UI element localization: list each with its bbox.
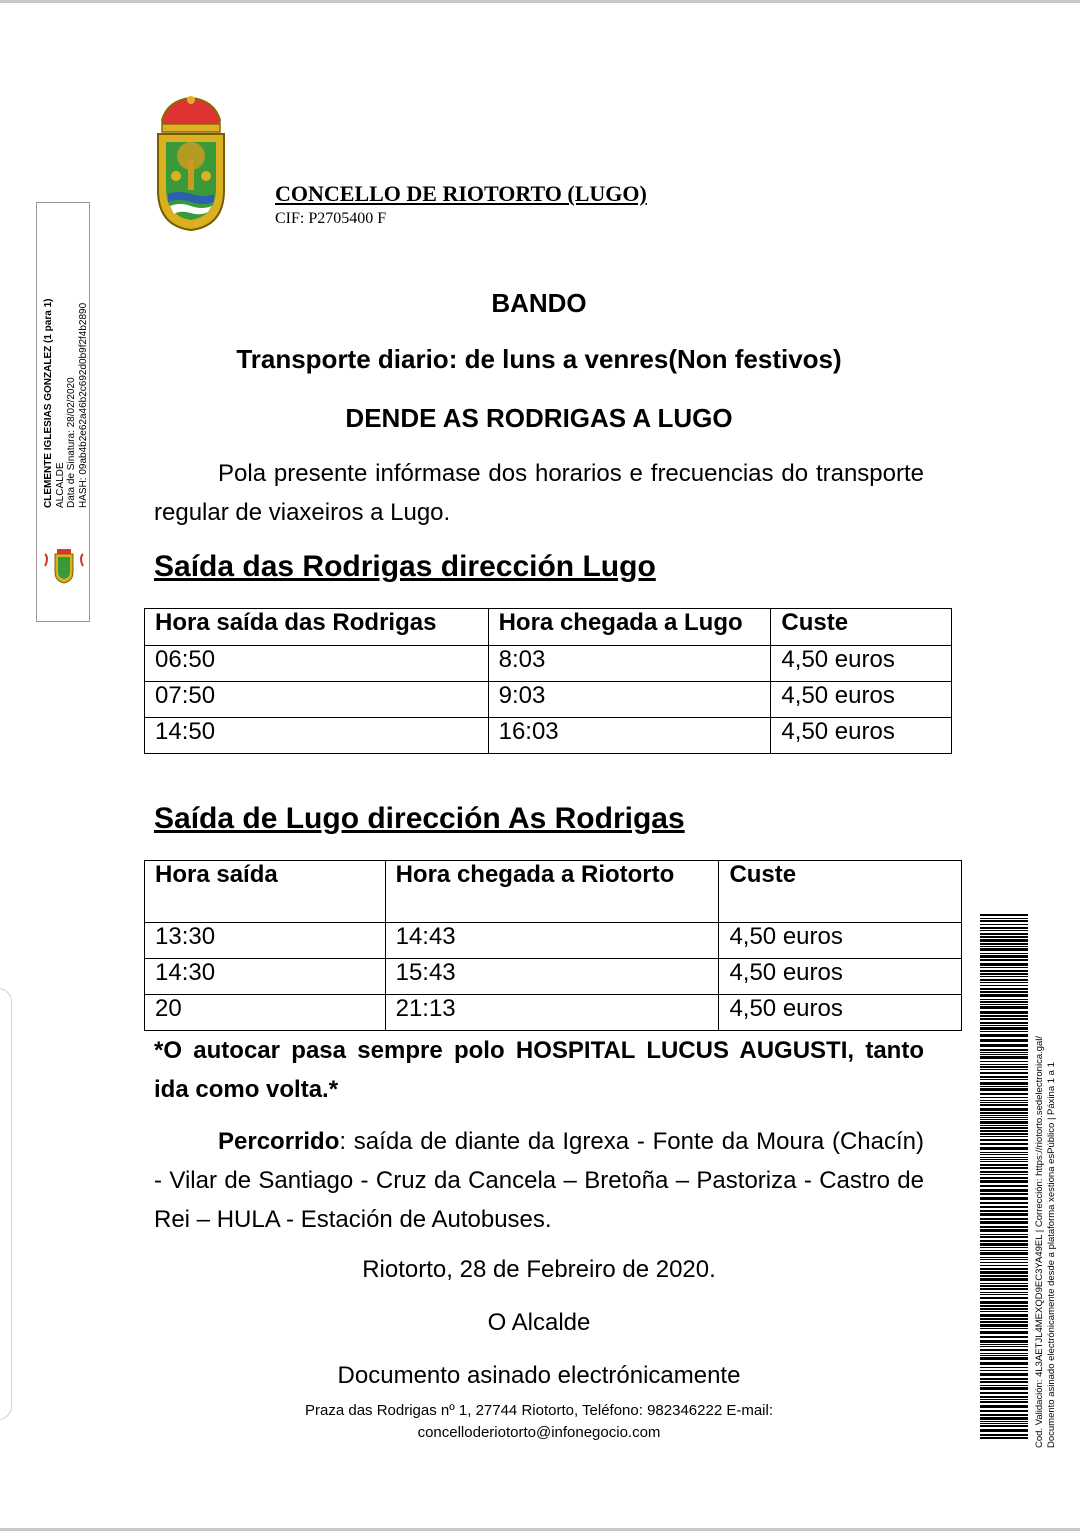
validation-code: Cod. Validación: 4L3AETJL4MEXQD9EC3YA49EL | Corrección: https://riotorto.sedelectronica.gal/: [1034, 1035, 1045, 1448]
coat-of-arms-icon: [148, 94, 234, 234]
table-row: [145, 682, 952, 718]
cost: 4,50 euros: [771, 646, 952, 682]
column-header: Hora chegada a Lugo: [488, 609, 771, 646]
table-header-row: [145, 609, 952, 646]
arrival-time: 15:43: [385, 959, 719, 995]
route-paragraph: [154, 1122, 924, 1239]
column-header: Hora chegada a Riotorto: [385, 861, 719, 923]
section2-title: Saída de Lugo dirección As Rodrigas: [154, 802, 685, 835]
signer-title: O Alcalde: [487, 1309, 591, 1336]
departure-time: 07:50: [145, 682, 489, 718]
signature-text: [43, 278, 89, 508]
departure-time: 06:50: [145, 646, 489, 682]
column-header: Custe: [771, 609, 952, 646]
validation-barcode-icon: [980, 914, 1028, 1440]
org-cif: CIF: P2705400 F: [275, 210, 387, 227]
departure-time: 14:30: [145, 959, 386, 995]
column-header: Custe: [719, 861, 962, 923]
hospital-note: *O autocar pasa sempre polo HOSPITAL LUCUS AUGUSTI, tanto ida como volta.*: [154, 1037, 924, 1103]
signer-role: ALCALDE: [54, 462, 66, 508]
doc-title: BANDO: [491, 288, 587, 318]
cost: 4,50 euros: [719, 923, 962, 959]
route-label: Percorrido: [218, 1128, 340, 1155]
page-bottom-border: [0, 1528, 1080, 1531]
intro-paragraph: Pola presente infórmase dos horarios e frecuencias do transporte regular de viaxeiros a Lugo.: [154, 460, 924, 526]
arrival-time: 16:03: [488, 718, 771, 754]
table-row: [145, 959, 962, 995]
page-edge-curve: [0, 988, 12, 1420]
column-header: Hora saída das Rodrigas: [145, 609, 489, 646]
departure-time: 20: [145, 995, 386, 1031]
section1-title: Saída das Rodrigas dirección Lugo: [154, 550, 656, 583]
footer-email: concelloderiotorto@infonegocio.com: [417, 1424, 661, 1441]
schedule-table-to-rodrigas: [144, 860, 962, 1031]
cost: 4,50 euros: [719, 959, 962, 995]
org-name: CONCELLO DE RIOTORTO (LUGO): [275, 181, 647, 206]
table-row: [145, 923, 962, 959]
doc-subtitle: Transporte diario: de luns a venres(Non festivos): [236, 344, 842, 374]
cost: 4,50 euros: [771, 682, 952, 718]
signed-note: Documento asinado electrónicamente: [337, 1362, 741, 1389]
departure-time: 13:30: [145, 923, 386, 959]
cost: 4,50 euros: [771, 718, 952, 754]
place-date: Riotorto, 28 de Febreiro de 2020.: [362, 1256, 716, 1283]
signature-hash: HASH: 09ab4b2e62a46b2c692d0b9f2f4b2890: [77, 302, 89, 508]
signer-name: CLEMENTE IGLESIAS GONZALEZ (1 para 1): [43, 298, 54, 508]
column-header: Hora saída: [145, 861, 386, 923]
arrival-time: 8:03: [488, 646, 771, 682]
table-header-row: [145, 861, 962, 923]
page-top-border: [0, 0, 1080, 3]
cost: 4,50 euros: [719, 995, 962, 1031]
arrival-time: 14:43: [385, 923, 719, 959]
arrival-time: 21:13: [385, 995, 719, 1031]
signature-date: Data de Sinatura: 28/02/2020: [66, 377, 77, 508]
route-stops: : saída de diante da Igrexa - Fonte da Moura (Chacín) - Vilar de Santiago - Cruz da Cancela – Bretoña – Pastoriza - Castro de Rei – HULA - Estación de Autobuses.: [154, 1128, 924, 1233]
validation-platform: Documento asinado electrónicamente desde a plataforma xestiona esPúblico | Páxina 1 a 1: [1046, 1062, 1057, 1448]
table-row: [145, 995, 962, 1031]
validation-text: [1034, 988, 1058, 1448]
table-row: [145, 646, 952, 682]
schedule-table-to-lugo: [144, 608, 952, 754]
route-heading: DENDE AS RODRIGAS A LUGO: [345, 403, 733, 433]
table-row: [145, 718, 952, 754]
small-crest-icon: [41, 548, 87, 584]
arrival-time: 9:03: [488, 682, 771, 718]
footer-address: Praza das Rodrigas nº 1, 27744 Riotorto, Teléfono: 982346222 E-mail:: [305, 1402, 773, 1419]
footer: [154, 1400, 924, 1444]
departure-time: 14:50: [145, 718, 489, 754]
